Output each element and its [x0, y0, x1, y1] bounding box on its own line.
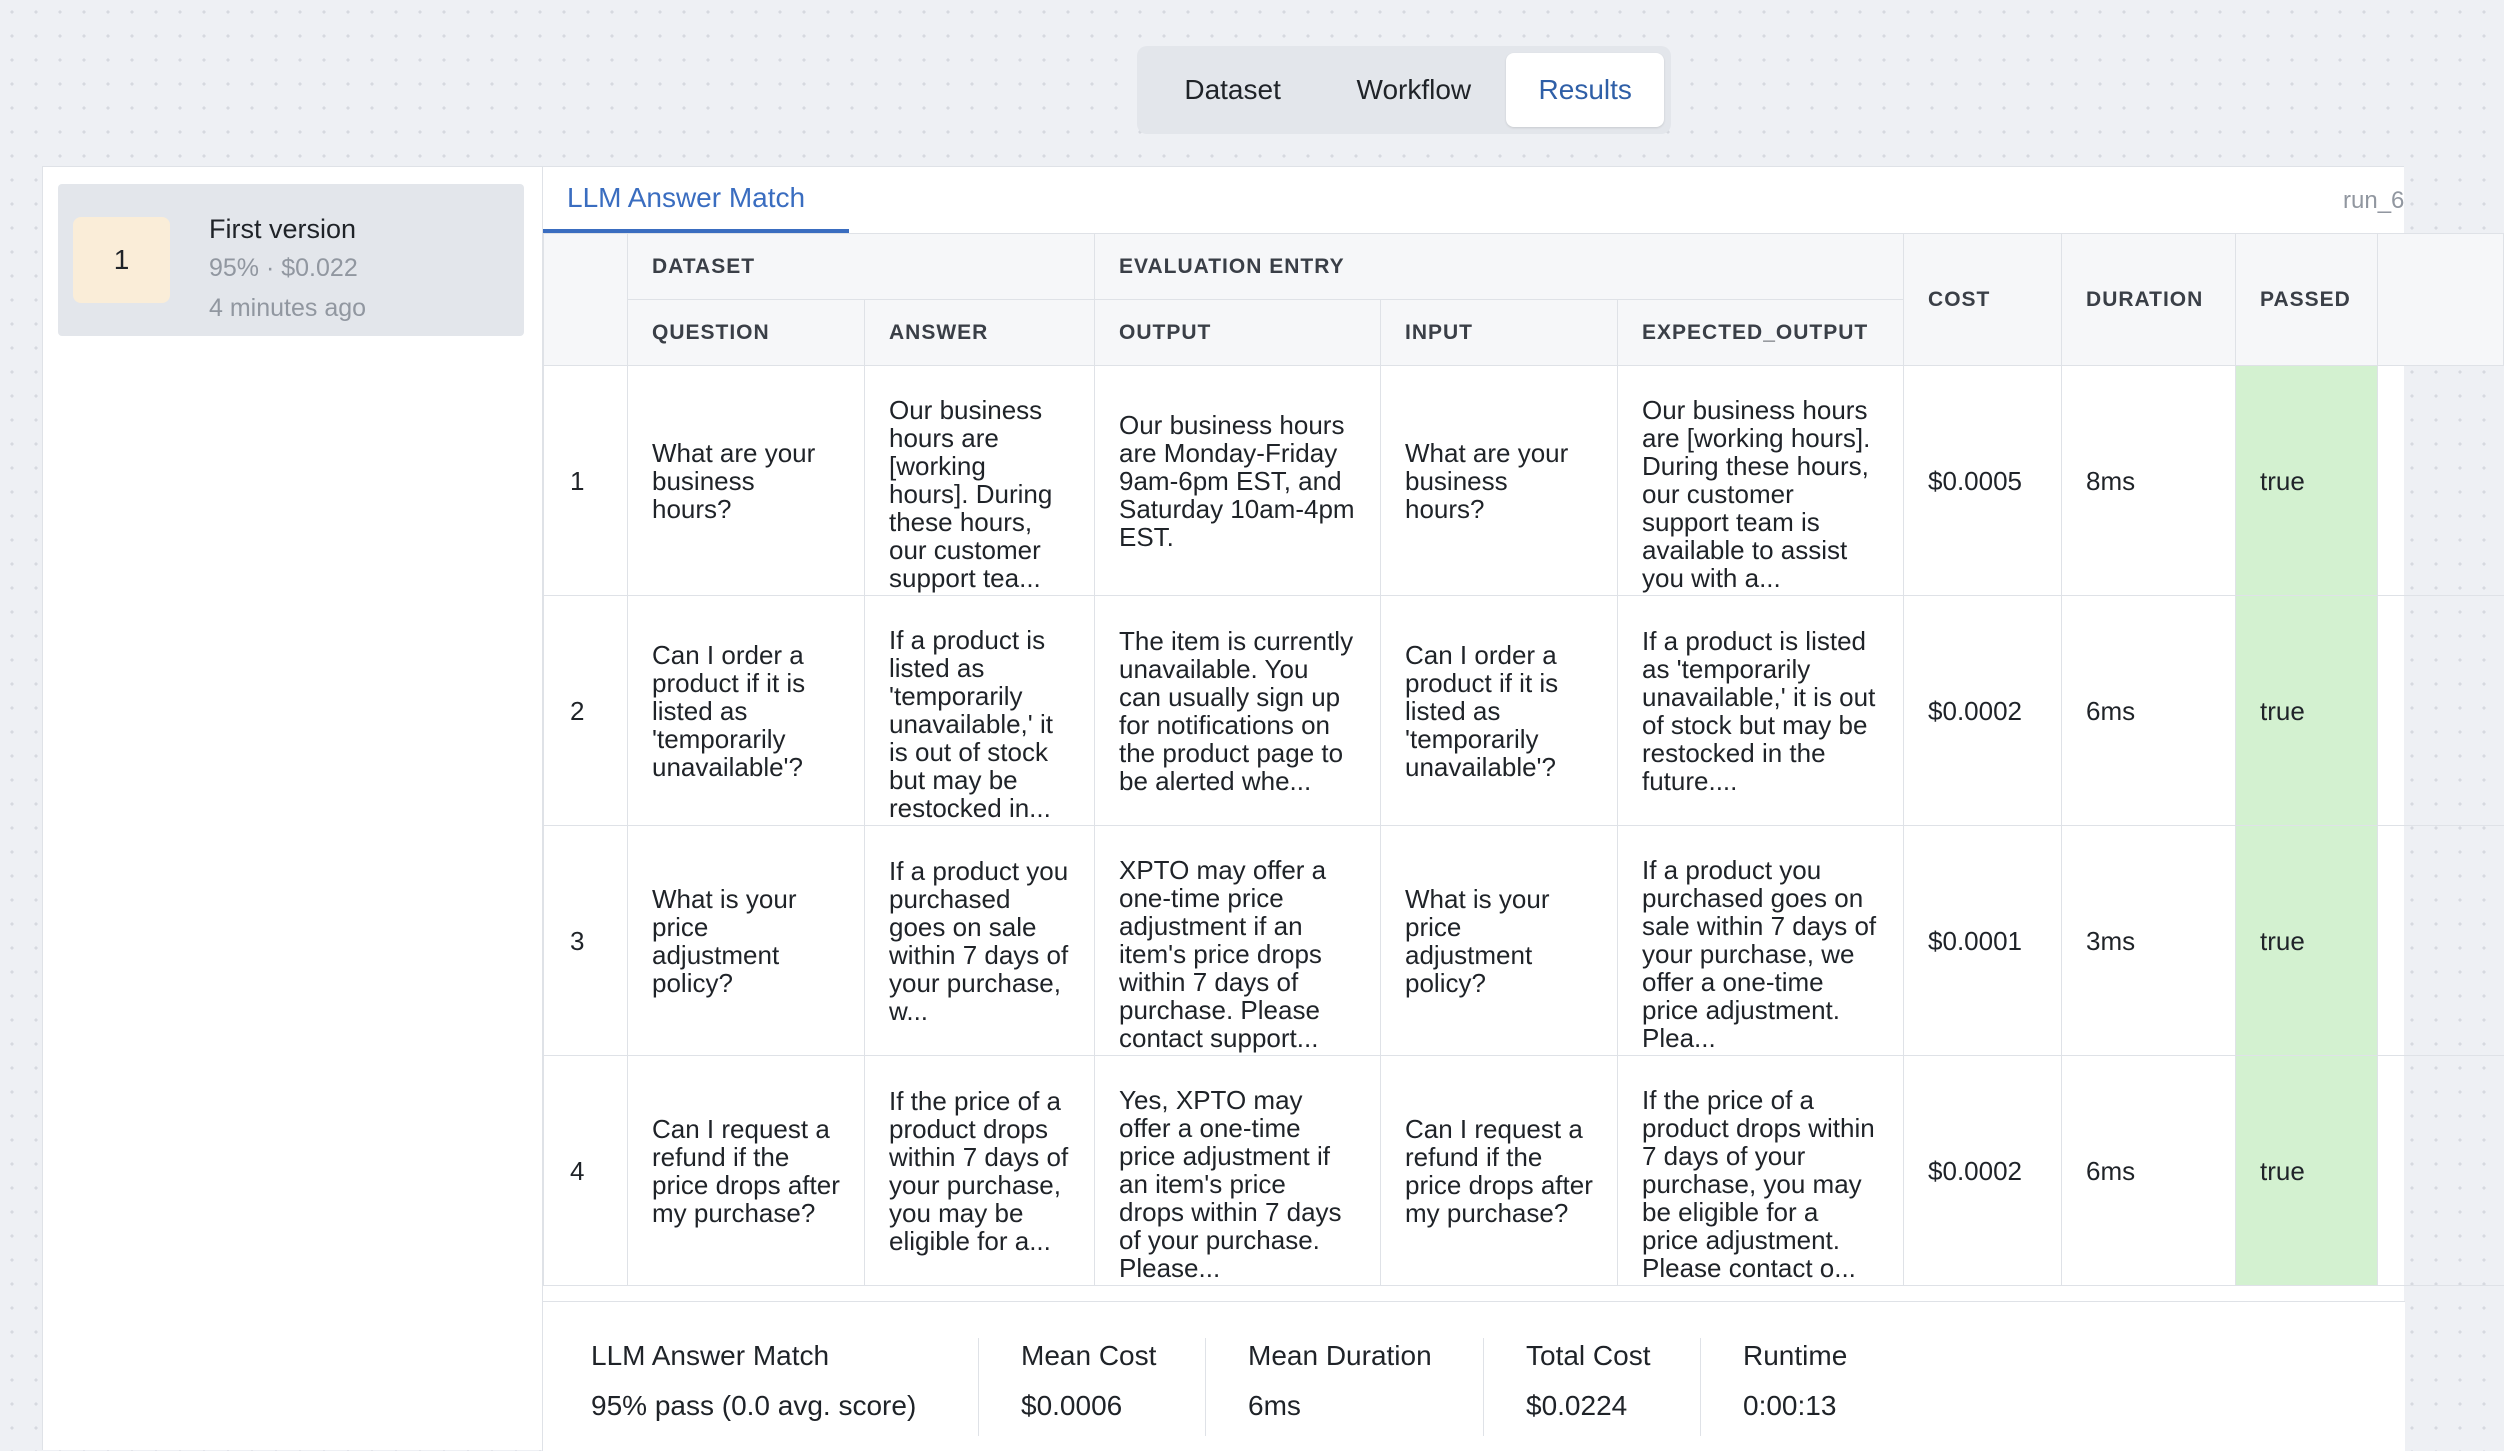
output-cell [1095, 366, 1381, 596]
answer-text: If the price of a product drops within 7 days of your purchase, you may be eligible for a... [889, 1085, 1069, 1256]
summary-runtime-label: Runtime [1743, 1340, 1848, 1371]
answer-text: If a product is listed as 'temporarily unavailable,' it is out of stock but may be restocked in... [889, 624, 1053, 823]
passed-cell: true [2236, 366, 2378, 596]
dataset-group-header: DATASET [628, 234, 1095, 300]
tab-workflow[interactable]: Workflow [1356, 74, 1472, 105]
duration-cell: 3ms [2062, 826, 2236, 1056]
input-text: What is your price adjustment policy? [1405, 883, 1550, 998]
passed-cell: true [2236, 826, 2378, 1056]
summary-mean-cost [1021, 1340, 1156, 1422]
versions-sidebar [43, 167, 543, 1451]
extra-header [2378, 234, 2504, 366]
question-header[interactable]: QUESTION [628, 300, 865, 366]
input-cell [1381, 1056, 1618, 1286]
answer-cell [865, 1056, 1095, 1286]
view-tabs [1137, 46, 1671, 134]
answer-cell [865, 826, 1095, 1056]
index-header [544, 234, 628, 366]
duration-cell: 8ms [2062, 366, 2236, 596]
output-text: Yes, XPTO may offer a one-time price adjustment if an item's price drops within 7 days of your purchase. Please... [1119, 1084, 1342, 1283]
expected-output-header[interactable]: EXPECTED_OUTPUT [1618, 300, 1904, 366]
table-row[interactable] [544, 596, 2504, 826]
extra-cell [2378, 366, 2504, 596]
output-text: The item is currently unavailable. You can usually sign up for notifications on the product page to be alerted whe... [1119, 625, 1354, 796]
summary-divider [1483, 1338, 1484, 1436]
version-title: First version [209, 214, 357, 244]
tab-llm-answer-match[interactable]: LLM Answer Match [543, 167, 849, 233]
answer-text: If a product you purchased goes on sale within 7 days of your purchase, w... [889, 855, 1069, 1026]
summary-evaluation-value: 95% pass (0.0 avg. score) [591, 1390, 917, 1421]
summary-mean-duration-value: 6ms [1248, 1390, 1301, 1421]
duration-cell: 6ms [2062, 596, 2236, 826]
extra-cell [2378, 826, 2504, 1056]
cost-cell: $0.0001 [1904, 826, 2062, 1056]
tab-dataset[interactable]: Dataset [1184, 74, 1281, 105]
output-cell [1095, 1056, 1381, 1286]
extra-cell [2378, 1056, 2504, 1286]
table-row[interactable] [544, 826, 2504, 1056]
input-cell [1381, 826, 1618, 1056]
duration-header[interactable]: DURATION [2062, 234, 2236, 366]
cost-header[interactable]: COST [1904, 234, 2062, 366]
expected-output-cell [1618, 826, 1904, 1056]
question-text: Can I request a refund if the price drops after my purchase? [652, 1113, 840, 1228]
input-cell [1381, 366, 1618, 596]
summary-mean-cost-value: $0.0006 [1021, 1390, 1123, 1421]
summary-mean-duration [1248, 1340, 1432, 1422]
question-text: Can I order a product if it is listed as 'temporarily unavailable'? [652, 639, 806, 782]
row-index: 1 [544, 366, 628, 596]
expected-output-cell [1618, 1056, 1904, 1286]
version-meta: 95% · $0.022 [209, 254, 358, 282]
duration-cell: 6ms [2062, 1056, 2236, 1286]
summary-total-cost-label: Total Cost [1526, 1340, 1651, 1371]
summary-runtime [1743, 1340, 1847, 1422]
expected-output-text: If a product is listed as 'temporarily unavailable,' it is out of stock but may be restocked in the future.... [1642, 625, 1876, 796]
question-cell [628, 1056, 865, 1286]
version-timestamp: 4 minutes ago [209, 294, 367, 322]
results-table [543, 233, 2504, 1286]
summary-total-cost [1526, 1340, 1651, 1422]
answer-text: Our business hours are [working hours]. During these hours, our customer support tea... [889, 394, 1053, 593]
expected-output-text: If a product you purchased goes on sale within 7 days of your purchase, we offer a one-time price adjustment. Plea... [1642, 854, 1877, 1053]
answer-cell [865, 596, 1095, 826]
version-card[interactable] [58, 184, 524, 336]
output-text: Our business hours are Monday-Friday 9am-6pm EST, and Saturday 10am-4pm EST. [1119, 409, 1355, 552]
input-text: Can I request a refund if the price drops after my purchase? [1405, 1113, 1593, 1228]
table-row[interactable] [544, 1056, 2504, 1286]
summary-total-cost-value: $0.0224 [1526, 1390, 1628, 1421]
summary-bar [543, 1301, 2405, 1451]
summary-divider [978, 1338, 979, 1436]
row-index: 3 [544, 826, 628, 1056]
results-panel [42, 166, 2404, 1450]
expected-output-cell [1618, 366, 1904, 596]
question-cell [628, 596, 865, 826]
input-cell [1381, 596, 1618, 826]
expected-output-text: If the price of a product drops within 7 days of your purchase, you may be eligible for a price adjustment. Please contact o... [1642, 1084, 1875, 1283]
row-index: 2 [544, 596, 628, 826]
results-content [543, 167, 2405, 1451]
output-header[interactable]: OUTPUT [1095, 300, 1381, 366]
summary-mean-duration-label: Mean Duration [1248, 1340, 1432, 1371]
summary-evaluation-label: LLM Answer Match [591, 1340, 830, 1371]
question-cell [628, 366, 865, 596]
answer-header[interactable]: ANSWER [865, 300, 1095, 366]
question-text: What are your business hours? [652, 437, 816, 524]
answer-cell [865, 366, 1095, 596]
input-text: Can I order a product if it is listed as 'temporarily unavailable'? [1405, 639, 1559, 782]
cost-cell: $0.0002 [1904, 596, 2062, 826]
summary-runtime-value: 0:00:13 [1743, 1390, 1837, 1421]
summary-mean-cost-label: Mean Cost [1021, 1340, 1157, 1371]
cost-cell: $0.0005 [1904, 366, 2062, 596]
input-text: What are your business hours? [1405, 437, 1569, 524]
output-cell [1095, 596, 1381, 826]
cost-cell: $0.0002 [1904, 1056, 2062, 1286]
expected-output-cell [1618, 596, 1904, 826]
version-number-badge: 1 [73, 217, 170, 303]
row-index: 4 [544, 1056, 628, 1286]
table-row[interactable] [544, 366, 2504, 596]
expected-output-text: Our business hours are [working hours]. During these hours, our customer support team is available to assist you with a... [1642, 394, 1871, 593]
passed-cell: true [2236, 596, 2378, 826]
question-text: What is your price adjustment policy? [652, 883, 797, 998]
summary-evaluation [591, 1340, 916, 1422]
output-cell [1095, 826, 1381, 1056]
passed-cell: true [2236, 1056, 2378, 1286]
output-text: XPTO may offer a one-time price adjustment if an item's price drops within 7 days of purchase. Please contact support... [1119, 854, 1327, 1053]
input-header[interactable]: INPUT [1381, 300, 1618, 366]
question-cell [628, 826, 865, 1056]
passed-header[interactable]: PASSED [2236, 234, 2378, 366]
summary-divider [1205, 1338, 1206, 1436]
run-id: run_6 [2343, 187, 2405, 214]
evaluation-entry-group-header: EVALUATION ENTRY [1095, 234, 1904, 300]
summary-divider [1700, 1338, 1701, 1436]
extra-cell [2378, 596, 2504, 826]
tab-results[interactable]: Results [1506, 53, 1664, 127]
